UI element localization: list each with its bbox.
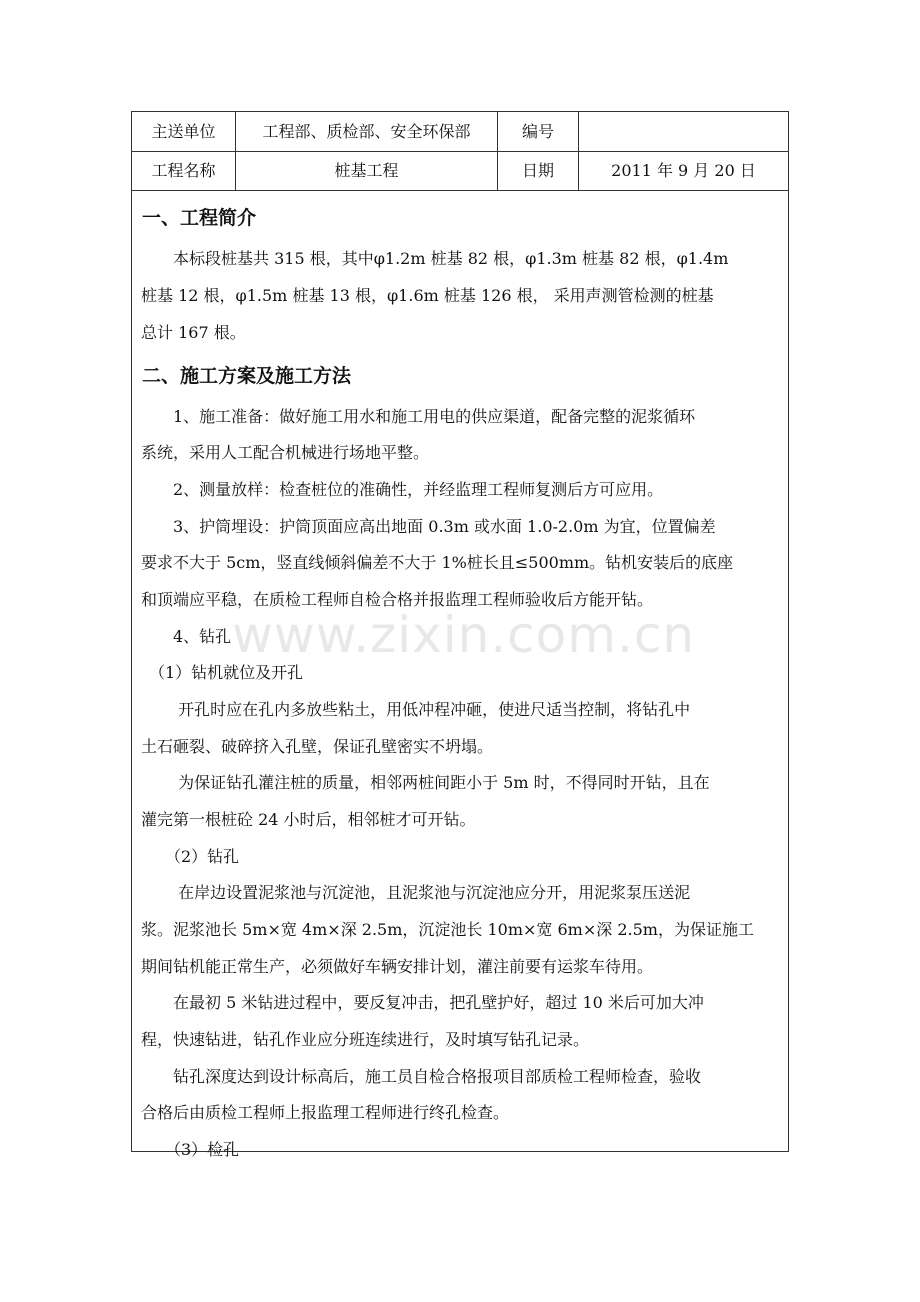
heading-project-intro: 一、工程简介 [142,207,257,229]
body-line: （2）钻孔 [141,847,240,866]
number-value [579,112,788,151]
body-line: 要求不大于 5cm，竖直线倾斜偏差不大于 1%桩长且≤500mm。钻机安装后的底座 [141,553,734,572]
body-line: 3、护筒埋设：护筒顶面应高出地面 0.3m 或水面 1.0-2.0m 为宜，位置偏差 [141,517,716,536]
project-name-label: 工程名称 [132,151,236,190]
body-line: 合格后由质检工程师上报监理工程师进行终孔检查。 [141,1103,510,1122]
number-label: 编号 [498,112,579,151]
body-line: 灌完第一根桩砼 24 小时后，相邻桩才可开钻。 [141,810,476,829]
body-line: 4、钻孔 [141,627,232,646]
body-line: 在岸边设置泥浆池与沉淀池，且泥浆池与沉淀池应分开，用泥浆泵压送泥 [141,883,691,902]
date-label: 日期 [498,151,579,190]
heading-construction-plan: 二、施工方案及施工方法 [142,365,352,387]
body-line: 程，快速钻进，钻孔作业应分班连续进行，及时填写钻孔记录。 [141,1030,590,1049]
body-line: 在最初 5 米钻进过程中，要反复冲击，把孔壁护好，超过 10 米后可加大冲 [141,993,704,1012]
watermark: www.zixin.com.cn [232,606,696,664]
header-row-2 [132,151,788,191]
body-line: 钻孔深度达到设计标高后，施工员自检合格报项目部质检工程师检查，验收 [141,1067,702,1086]
intro-line: 桩基 12 根，φ1.5m 桩基 13 根，φ1.6m 桩基 126 根， 采用声测管检测的桩基 [141,286,714,305]
body-line: 系统，采用人工配合机械进行场地平整。 [141,443,430,462]
body-line: （1）钻机就位及开孔 [141,663,304,682]
intro-line: 本标段桩基共 315 根，其中φ1.2m 桩基 82 根，φ1.3m 桩基 82 根，φ1.4m [141,249,729,268]
sender-label: 主送单位 [132,112,236,151]
body-line: 1、施工准备：做好施工用水和施工用电的供应渠道，配备完整的泥浆循环 [141,407,696,426]
sender-value: 工程部、质检部、安全环保部 [236,112,498,151]
body-line: （3）检孔 [141,1140,240,1159]
body-line: 2、测量放样：检查桩位的准确性，并经监理工程师复测后方可应用。 [141,480,664,499]
body-line: 和顶端应平稳，在质检工程师自检合格并报监理工程师验收后方能开钻。 [141,590,654,609]
body-line: 开孔时应在孔内多放些粘土，用低冲程冲砸，使进尺适当控制，将钻孔中 [141,700,691,719]
body-line: 浆。泥浆池长 5m×宽 4m×深 2.5m，沉淀池长 10m×宽 6m×深 2.5m，为保证施工 [141,920,754,939]
project-name-value: 桩基工程 [236,151,498,190]
body-line: 期间钻机能正常生产，必须做好车辆安排计划，灌注前要有运浆车待用。 [141,957,654,976]
body-line: 为保证钻孔灌注桩的质量，相邻两桩间距小于 5m 时，不得同时开钻，且在 [141,773,710,792]
header-row-1 [132,112,788,152]
intro-line: 总计 167 根。 [141,323,246,342]
date-value: 2011 年 9 月 20 日 [611,161,756,180]
body-line: 土石砸裂、破碎挤入孔壁，保证孔壁密实不坍塌。 [141,737,494,756]
